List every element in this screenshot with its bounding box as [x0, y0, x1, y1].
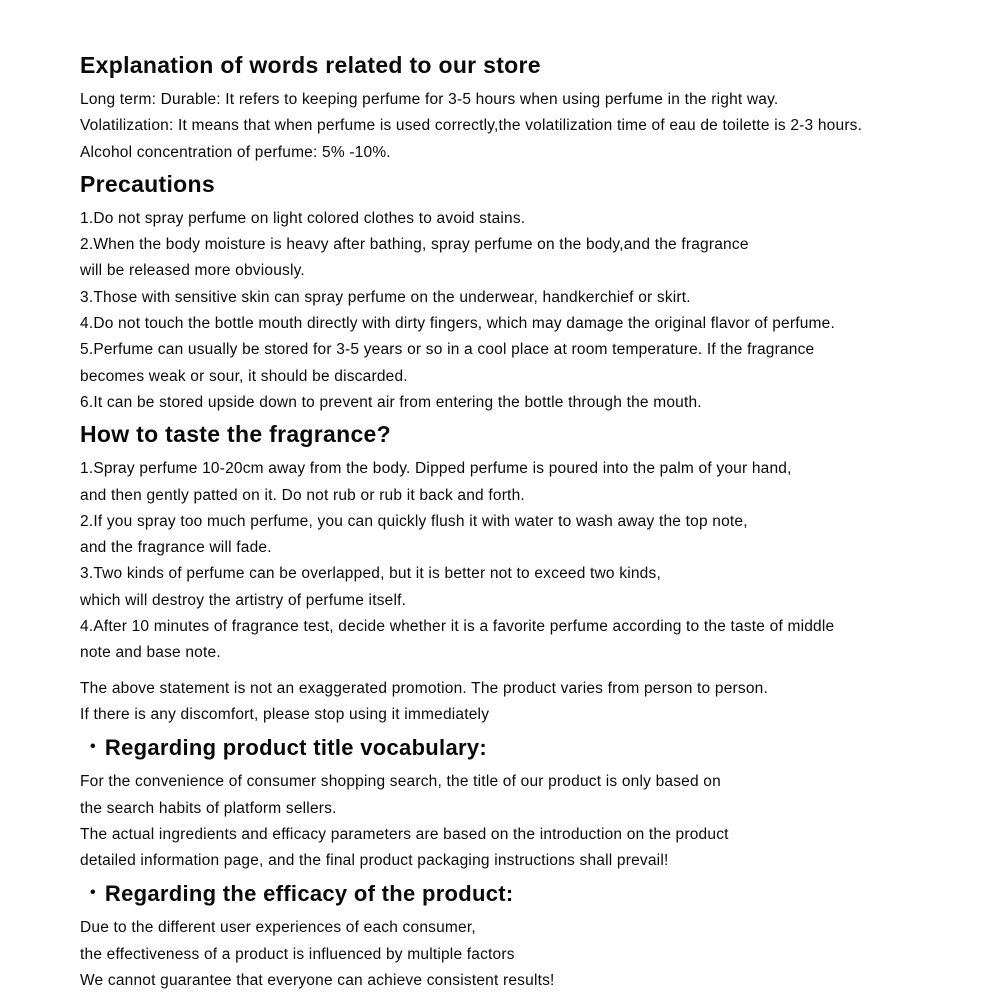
- title-vocabulary-heading-label: Regarding product title vocabulary:: [104, 735, 488, 761]
- text-line: Alcohol concentration of perfume: 5% -10%.: [80, 143, 391, 161]
- precautions-section: [80, 206, 960, 416]
- title-vocabulary-section: [80, 769, 960, 874]
- taste-section: [80, 456, 960, 666]
- text-line: becomes weak or sour, it should be discarded.: [80, 367, 408, 385]
- text-line: 4.After 10 minutes of fragrance test, decide whether it is a favorite perfume according to the taste of middle: [80, 618, 835, 636]
- text-line: will be released more obviously.: [80, 262, 305, 280]
- bullet-icon: •: [90, 738, 96, 756]
- text-line: 5.Perfume can usually be stored for 3-5 years or so in a cool place at room temperature. If the fragrance: [80, 341, 815, 359]
- text-line: If there is any discomfort, please stop using it immediately: [80, 705, 490, 723]
- taste-section-heading: How to taste the fragrance?: [80, 421, 391, 448]
- text-line: and then gently patted on it. Do not rub or rub it back and forth.: [80, 486, 525, 504]
- text-line: which will destroy the artistry of perfume itself.: [80, 591, 407, 609]
- text-line: 1.Do not spray perfume on light colored clothes to avoid stains.: [80, 209, 526, 227]
- text-line: detailed information page, and the final product packaging instructions shall prevail!: [80, 852, 669, 870]
- text-line: For the convenience of consumer shopping search, the title of our product is only based on: [80, 773, 721, 791]
- title-vocabulary-heading: [80, 733, 960, 763]
- text-line: 4.Do not touch the bottle mouth directly with dirty fingers, which may damage the original flavor of perfume.: [80, 315, 835, 333]
- text-line: Due to the different user experiences of each consumer,: [80, 919, 476, 937]
- efficacy-heading: [80, 879, 960, 909]
- text-line: the effectiveness of a product is influenced by multiple factors: [80, 945, 515, 963]
- text-line: We cannot guarantee that everyone can achieve consistent results!: [80, 972, 555, 990]
- text-line: note and base note.: [80, 644, 221, 662]
- terms-section: [80, 87, 960, 166]
- precautions-section-heading: Precautions: [80, 170, 215, 197]
- text-line: The actual ingredients and efficacy parameters are based on the introduction on the product: [80, 825, 729, 843]
- terms-section-heading: Explanation of words related to our store: [80, 52, 541, 78]
- text-line: Long term: Durable: It refers to keeping perfume for 3-5 hours when using perfume in the right way.: [80, 91, 779, 108]
- bullet-icon: •: [90, 884, 96, 902]
- efficacy-section: [80, 915, 960, 994]
- text-line: 6.It can be stored upside down to prevent air from entering the bottle through the mouth.: [80, 393, 702, 411]
- text-line: 1.Spray perfume 10-20cm away from the body. Dipped perfume is poured into the palm of your hand,: [80, 460, 792, 478]
- text-line: and the fragrance will fade.: [80, 539, 272, 557]
- text-line: 2.If you spray too much perfume, you can quickly flush it with water to wash away the top note,: [80, 512, 748, 530]
- text-line: Volatilization: It means that when perfume is used correctly,the volatilization time of eau de toilette is 2-3 hours.: [80, 117, 863, 135]
- text-line: 3.Those with sensitive skin can spray perfume on the underwear, handkerchief or skirt.: [80, 288, 691, 306]
- text-line: the search habits of platform sellers.: [80, 799, 337, 817]
- text-line: 2.When the body moisture is heavy after bathing, spray perfume on the body,and the fragrance: [80, 236, 749, 254]
- text-line: The above statement is not an exaggerated promotion. The product varies from person to person.: [80, 679, 768, 697]
- efficacy-heading-label: Regarding the efficacy of the product:: [104, 881, 514, 907]
- disclaimer-section: [80, 676, 960, 729]
- text-line: 3.Two kinds of perfume can be overlapped, but it is better not to exceed two kinds,: [80, 565, 661, 583]
